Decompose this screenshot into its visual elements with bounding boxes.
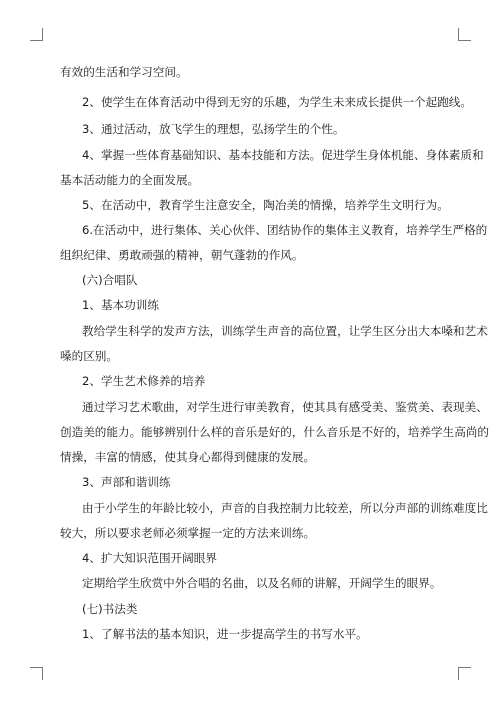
paragraph-line: 定期给学生欣赏中外合唱的名曲，以及名师的讲解，开阔学生的眼界。 [82,576,442,590]
subheading: 4、扩大知识范围开阔眼界 [82,551,217,565]
paragraph-line: 情操，丰富的情感，使其身心都得到健康的发展。 [60,450,316,464]
paragraph-line: 由于小学生的年龄比较小，声音的自我控制力比较差，所以分声部的训练难度比 [82,501,488,515]
corner-mark-bottom-left [30,667,43,680]
paragraph-line: 创造美的能力。能够辨别什么样的音乐是好的，什么音乐是不好的，培养学生高尚的 [60,425,489,439]
paragraph-line: 6.在活动中，进行集体、关心伙伴、团结协作的集体主义教育，培养学生严格的 [82,223,488,237]
paragraph-line: 基本活动能力的全面发展。 [60,173,200,187]
paragraph-line: 组织纪律、勇敢顽强的精神，朝气蓬勃的作风。 [60,248,304,262]
paragraph-line: 5、在活动中，教育学生注意安全，陶冶美的情操，培养学生文明行为。 [82,198,449,212]
paragraph-line: 嗓的区别。 [60,349,118,363]
corner-mark-bottom-right [458,667,471,680]
section-heading: (七)书法类 [82,602,138,616]
subheading: 2、学生艺术修养的培养 [82,374,206,388]
subheading: 3、声部和谐训练 [82,475,171,489]
corner-mark-top-left [30,28,43,41]
paragraph-line: 有效的生活和学习空间。 [60,65,188,79]
paragraph-line: 2、使学生在体育活动中得到无穷的乐趣，为学生未来成长提供一个起跑线。 [82,95,472,109]
section-heading: (六)合唱队 [82,273,138,287]
paragraph-line: 4、掌握一些体育基础知识、基本技能和方法。促进学生身体机能、身体素质和 [82,148,484,162]
paragraph-line: 教给学生科学的发声方法，训练学生声音的高位置，让学生区分出大本嗓和艺术 [82,324,488,338]
paragraph-line: 通过学习艺术歌曲，对学生进行审美教育，使其具有感受美、鉴赏美、表现美、 [82,400,488,414]
subheading: 1、基本功训练 [82,298,159,312]
corner-mark-top-right [458,28,471,41]
paragraph-line: 1、了解书法的基本知识，进一步提高学生的书写水平。 [82,627,368,641]
paragraph-line: 3、通过活动，放飞学生的理想，弘扬学生的个性。 [82,122,345,136]
paragraph-line: 较大，所以要求老师必须掌握一定的方法来训练。 [60,526,316,540]
